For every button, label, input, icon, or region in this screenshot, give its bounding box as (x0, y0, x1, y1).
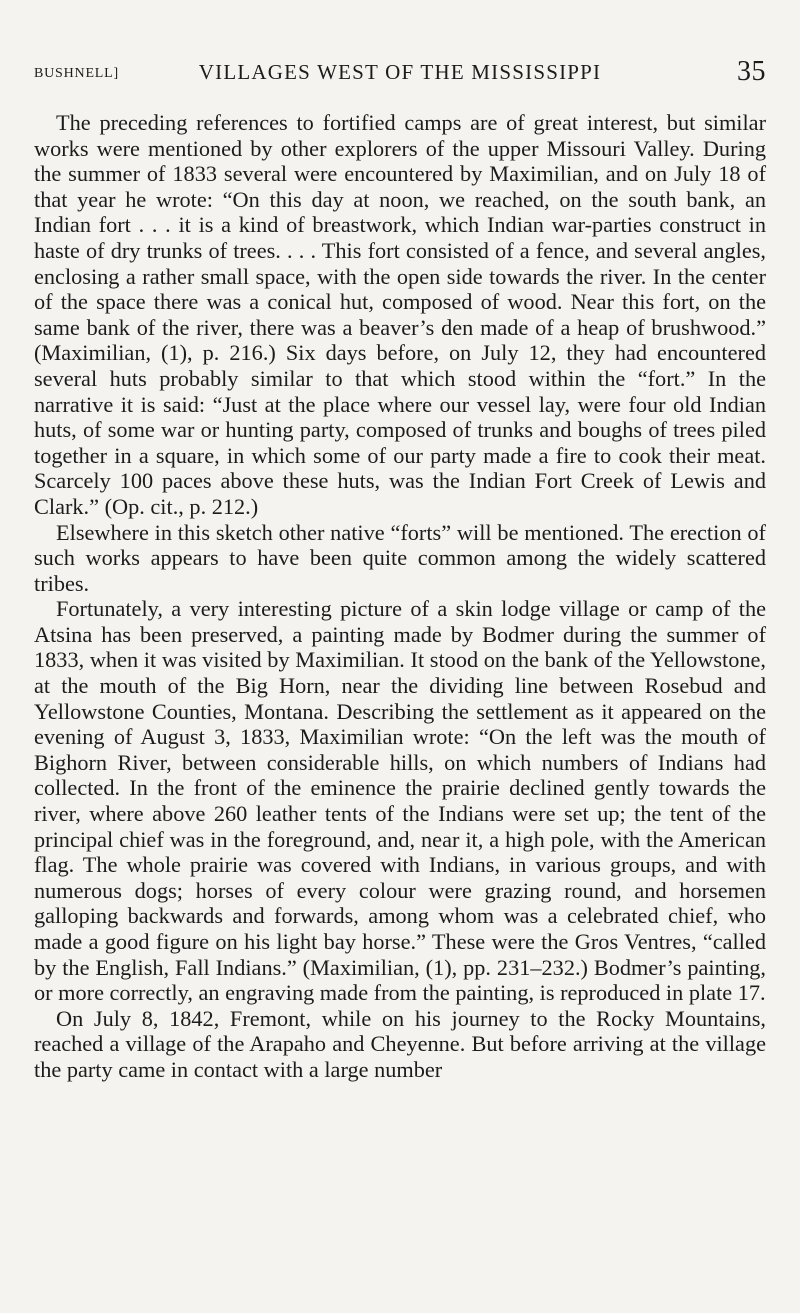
page-number: 35 (737, 56, 766, 87)
paragraph: Fortunately, a very interesting picture of a skin lodge village or camp of the Atsina has been preserved, a painting made by Bodmer during the summer of 1833, when it was visited by Maximilian. It stood on the bank of the Yellowstone, at the mouth of the Big Horn, near the dividing line between Rosebud and Yellowstone Counties, Montana. Describing the settlement as it appeared on the evening of August 3, 1833, Maximilian wrote: “On the left was the mouth of Bighorn River, between considerable hills, on which numbers of Indians had collected. In the front of the eminence the prairie declined gently towards the river, where above 260 leather tents of the Indians were set up; the tent of the principal chief was in the foreground, and, near it, a high pole, with the American flag. The whole prairie was covered with Indians, in various groups, and with numerous dogs; horses of every colour were grazing round, and horsemen galloping backwards and forwards, among whom was a celebrated chief, who made a good figure on his light bay horse.” These were the Gros Ventres, “called by the English, Fall Indians.” (Maximilian, (1), pp. 231–232.) Bodmer’s painting, or more correctly, an engraving made from the painting, is reproduced in plate 17. (34, 596, 766, 1006)
running-head-title: VILLAGES WEST OF THE MISSISSIPPI (198, 60, 602, 84)
running-head-author: BUSHNELL] (34, 66, 119, 81)
running-head (34, 56, 766, 96)
book-page (34, 0, 766, 1313)
paragraph: Elsewhere in this sketch other native “forts” will be mentioned. The erection of such works appears to have been quite common among the widely scattered tribes. (34, 519, 766, 596)
paragraph: The preceding references to fortified camps are of great interest, but similar works were mentioned by other explorers of the upper Missouri Valley. During the summer of 1833 several were encountered by Maximilian, and on July 18 of that year he wrote: “On this day at noon, we reached, on the south bank, an Indian fort . . . it is a kind of breastwork, which Indian war-parties construct in haste of dry trunks of trees. . . . This fort consisted of a fence, and several angles, enclosing a rather small space, with the open side towards the river. In the center of the space there was a conical hut, composed of wood. Near this fort, on the same bank of the river, there was a beaver’s den made of a heap of brushwood.” (Maximilian, (1), p. 216.) Six days before, on July 12, they had encountered several huts probably similar to that which stood within the “fort.” In the narrative it is said: “Just at the place where our vessel lay, were four old Indian huts, of some war or hunting party, composed of trunks and boughs of trees piled together in a square, in which some of our party made a fire to cook their meat. Scarcely 100 paces above these huts, was the Indian Fort Creek of Lewis and Clark.” (Op. cit., p. 212.) (34, 110, 766, 519)
paragraph: On July 8, 1842, Fremont, while on his journey to the Rocky Mountains, reached a village of the Arapaho and Cheyenne. But before arriving at the village the party came in contact with a large number (34, 1005, 766, 1082)
body-text (34, 110, 766, 1083)
